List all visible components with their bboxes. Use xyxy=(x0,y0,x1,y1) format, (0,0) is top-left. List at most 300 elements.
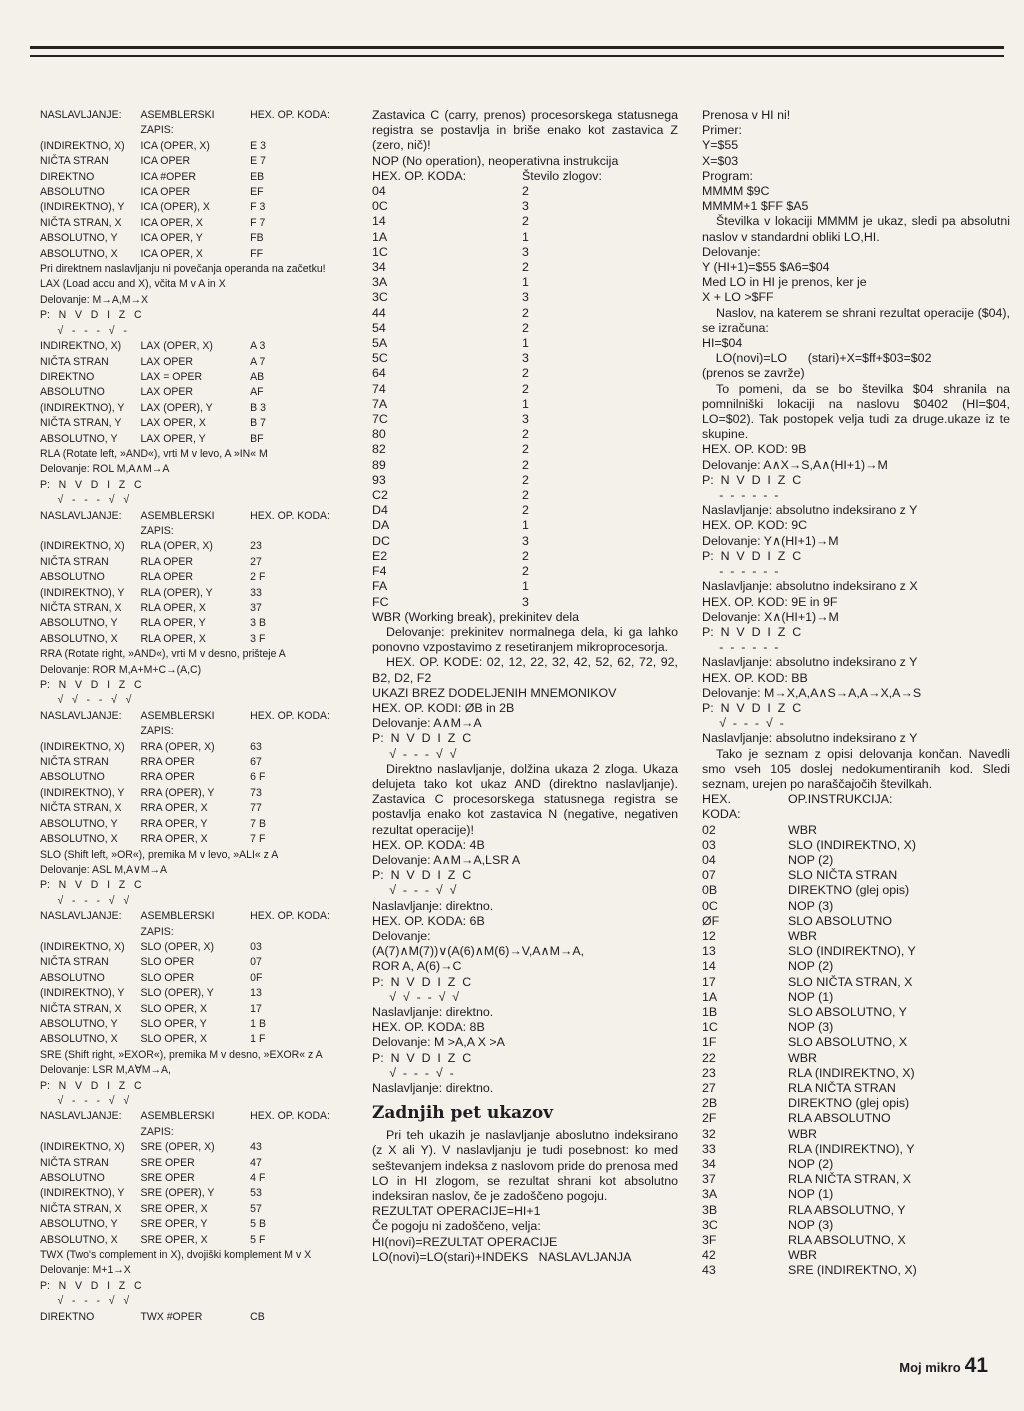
table-cell: ICA OPER, Y xyxy=(140,232,203,245)
text-line: Med LO in HI je prenos, ker je xyxy=(702,275,867,290)
text-line: Naslavljanje: absolutno indeksirano z Y xyxy=(702,503,918,518)
paragraph: HEX. OP. KODE: 02, 12, 22, 32, 42, 52, 62, 72, 92, B2, D2, F2 xyxy=(372,655,678,685)
text-line: UKAZI BREZ DODELJENIH MNEMONIKOV xyxy=(372,685,617,700)
text-line: NOP (No operation), neoperativna instrukcija xyxy=(372,153,619,168)
table-cell: LAX OPER xyxy=(140,355,193,368)
table-cell: AB xyxy=(250,370,265,383)
table-cell: ICA OPER xyxy=(140,186,191,199)
table-cell: 1A xyxy=(702,989,718,1004)
paragraph: Delovanje: prekinitev normalnega dela, ki ga lahko ponovno vzpostavimo z resetiranjem mikroprocesorja. xyxy=(372,624,678,655)
text-line: Naslavljanje: absolutno indeksirano z Y xyxy=(702,655,918,670)
table-cell: (INDIREKTNO), Y xyxy=(40,586,125,599)
text-line: P: N V D I Z C xyxy=(702,700,802,715)
text-line: - - - - - - xyxy=(702,640,779,655)
table-cell: 0B xyxy=(702,883,718,898)
text-line: P: N V D I Z C xyxy=(372,731,472,746)
text-line: Delovanje: A∧X→S,A∧(HI+1)→M xyxy=(702,457,888,472)
table-cell: ABSOLUTNO, X xyxy=(40,1233,118,1246)
table-cell: 33 xyxy=(250,586,262,599)
table-cell: 63 xyxy=(250,740,262,753)
table-cell: F 7 xyxy=(250,216,266,229)
text-line: P: N V D I Z C xyxy=(40,478,142,491)
table-cell: NOP (2) xyxy=(788,959,834,974)
text-line: √ - - - √ - xyxy=(702,716,784,731)
table-cell: E 3 xyxy=(250,139,266,152)
table-cell: DIREKTNO (glej opis) xyxy=(788,1096,910,1111)
table-cell: 17 xyxy=(702,974,716,989)
table-cell: 1 B xyxy=(250,1017,266,1030)
text-line: SRE (Shift right, »EXOR«), premika M v desno, »EXOR« z A xyxy=(40,1048,323,1061)
table-cell: NASLAVLJANJE: xyxy=(40,910,122,923)
column-3 xyxy=(702,108,1010,1279)
table-cell: 17 xyxy=(250,1002,262,1015)
table-cell: ABSOLUTNO, Y xyxy=(40,617,118,630)
text-line: RRA (Rotate right, »AND«), vrti M v desno, prišteje A xyxy=(40,648,286,661)
table-cell: 2 xyxy=(522,548,529,563)
table-cell: 3C xyxy=(702,1217,718,1232)
table-cell: 3C xyxy=(372,290,388,305)
table-cell: 2 xyxy=(522,381,529,396)
text-line: ROR A, A(6)→C xyxy=(372,959,462,974)
paragraph: Pri teh ukazih je naslavljanje aboslutno indeksirano (z X ali Y). V naslavljanju je tudi posebnost: ko med seštevanjem indeksa z naslovom pride do prenosa med LO in HI zlogom, se rezultat shrani kot absolutno indeksiran naslov, če je zadoščeno pogoju. xyxy=(372,1128,678,1204)
table-cell: 89 xyxy=(372,457,386,472)
table-cell: Število zlogov: xyxy=(522,168,602,183)
table-cell: SLO ABSOLUTNO, X xyxy=(788,1035,908,1050)
table-cell: SRE OPER xyxy=(140,1172,195,1185)
table-cell: ABSOLUTNO, Y xyxy=(40,232,118,245)
table-cell: NIČTA STRAN, X xyxy=(40,1002,122,1015)
table-cell: NOP (1) xyxy=(788,989,834,1004)
table-cell: NIČTA STRAN xyxy=(40,1156,109,1169)
table-cell: RRA OPER, X xyxy=(140,802,208,815)
table-cell: 3 xyxy=(522,351,529,366)
table-cell: 5 B xyxy=(250,1218,266,1231)
table-cell: 2 xyxy=(522,366,529,381)
table-cell: 3 xyxy=(522,412,529,427)
table-cell: 3 xyxy=(522,594,529,609)
table-cell: ABSOLUTNO, Y xyxy=(40,817,118,830)
table-cell: 1C xyxy=(372,244,388,259)
table-cell: ICA (OPER), X xyxy=(140,201,210,214)
table-cell: NASLAVLJANJE: xyxy=(40,509,122,522)
table-cell: NIČTA STRAN xyxy=(40,355,109,368)
table-cell: 37 xyxy=(702,1172,716,1187)
table-cell: 32 xyxy=(702,1126,716,1141)
table-cell: NOP (2) xyxy=(788,852,834,867)
table-cell: 1 xyxy=(522,518,529,533)
page-number: 41 xyxy=(964,1354,988,1377)
text-line: X=$03 xyxy=(702,153,739,168)
table-cell: ICA OPER, X xyxy=(140,247,203,260)
column-2 xyxy=(372,108,678,1265)
table-cell: ASEMBLERSKI ZAPIS: xyxy=(140,109,215,137)
table-cell: HEX. OP. KODA: xyxy=(250,509,330,522)
text-line: RLA (Rotate left, »AND«), vrti M v levo, A »IN« M xyxy=(40,447,268,460)
text-line: HI(novi)=REZULTAT OPERACIJE xyxy=(372,1234,558,1249)
table-cell: FF xyxy=(250,247,264,260)
text-line: Delovanje: M→A,M→X xyxy=(40,293,149,306)
table-cell: SLO (INDIREKTNO, X) xyxy=(788,837,917,852)
table-cell: FA xyxy=(372,579,388,594)
opcode-table xyxy=(40,1310,330,1325)
text-line: √ - - - √ - xyxy=(40,324,127,337)
table-cell: RRA (OPER), Y xyxy=(140,786,215,799)
table-cell: ABSOLUTNO xyxy=(40,771,105,784)
table-cell: SLO NIČTA STRAN xyxy=(788,868,898,883)
table-cell: RRA OPER, Y xyxy=(140,817,208,830)
table-cell: 1 xyxy=(522,275,529,290)
table-cell: 5C xyxy=(372,351,388,366)
table-cell: 07 xyxy=(702,868,716,883)
text-line: - - - - - - xyxy=(702,488,779,503)
table-cell: LAX OPER, X xyxy=(140,417,206,430)
table-cell: BF xyxy=(250,432,264,445)
text-line: Če pogoju ni zadoščeno, velja: xyxy=(372,1219,541,1234)
text-line: Prenosa v HI ni! xyxy=(702,108,791,122)
text-line: HEX. OP. KOD: 9C xyxy=(702,518,808,533)
text-line: √ - - - √ √ xyxy=(40,894,130,907)
table-cell: SRE (INDIREKTNO, X) xyxy=(788,1263,917,1278)
table-cell: 4 F xyxy=(250,1172,266,1185)
text-line: Naslavljanje: direktno. xyxy=(372,1081,494,1095)
opcode-table xyxy=(40,108,330,262)
table-cell: 44 xyxy=(372,305,386,320)
table-cell: 14 xyxy=(372,214,386,229)
text-line: √ √ - - √ √ xyxy=(372,989,460,1004)
table-cell: NASLAVLJANJE: xyxy=(40,109,122,121)
text-line: MMMM+1 $FF $A5 xyxy=(702,199,809,214)
text-line: Delovanje: X∧(HI+1)→M xyxy=(702,609,839,624)
magazine-name: Moj mikro xyxy=(899,1360,961,1375)
table-cell: 2 xyxy=(522,564,529,579)
table-cell: NIČTA STRAN xyxy=(40,155,109,168)
table-cell: 3A xyxy=(372,275,388,290)
table-cell: SRE OPER, X xyxy=(140,1233,208,1246)
text-line: TWX (Two's complement in X), dvojiški komplement M v X xyxy=(40,1249,312,1262)
table-cell: ABSOLUTNO xyxy=(40,1172,105,1185)
paragraph: Pri direktnem naslavljanju ni povečanja operanda na začetku! xyxy=(40,263,326,276)
table-cell: DIREKTNO xyxy=(40,170,95,183)
text-line: MMMM $9C xyxy=(702,184,770,199)
table-cell: NIČTA STRAN, X xyxy=(40,602,122,614)
table-cell: LAX OPER xyxy=(140,386,193,399)
table-cell: 2 xyxy=(522,442,529,457)
table-cell: 7A xyxy=(372,396,388,411)
table-cell: RRA (OPER, X) xyxy=(140,740,215,753)
table-cell: NOP (2) xyxy=(788,1157,834,1172)
table-cell: ABSOLUTNO xyxy=(40,571,105,584)
table-cell: 02 xyxy=(702,822,716,837)
table-cell: HEX. OP. KODA: xyxy=(250,910,330,923)
table-cell: (INDIREKTNO, X) xyxy=(40,940,125,953)
opcode-table xyxy=(40,509,330,648)
table-cell: 0C xyxy=(702,898,718,913)
table-cell: 2 xyxy=(522,214,529,229)
table-cell: 3B xyxy=(702,1202,718,1217)
text-line: Delovanje: xyxy=(372,928,431,943)
table-cell: 34 xyxy=(702,1157,716,1172)
table-cell: 3 xyxy=(522,533,529,548)
table-cell: 1 xyxy=(522,229,529,244)
table-cell: 2F xyxy=(702,1111,717,1126)
table-cell: RLA NIČTA STRAN xyxy=(788,1081,896,1095)
text-line: Delovanje: ASL M,A∨M→A xyxy=(40,863,168,876)
text-line: HEX. OP. KODA: 8B xyxy=(372,1020,485,1035)
table-cell: AF xyxy=(250,386,264,399)
table-cell: RLA OPER, X xyxy=(140,602,206,614)
text-line: Delovanje: A∧M→A,LSR A xyxy=(372,852,521,867)
opcode-table xyxy=(40,909,330,1048)
table-cell: ASEMBLERSKI ZAPIS: xyxy=(140,910,215,938)
table-cell: (INDIREKTNO), Y xyxy=(40,1187,125,1200)
table-cell: RLA ABSOLUTNO, X xyxy=(788,1233,906,1248)
table-cell: 22 xyxy=(702,1050,716,1065)
table-cell: ICA OPER xyxy=(140,155,191,168)
table-cell: 14 xyxy=(702,959,716,974)
table-cell: ABSOLUTNO, Y xyxy=(40,1218,118,1231)
table-cell: WBR xyxy=(788,928,817,943)
text-line: HEX. OP. KOD: 9B xyxy=(702,442,807,457)
table-cell: LAX (OPER, X) xyxy=(140,340,213,353)
text-line: Delovanje: M >A,A X >A xyxy=(372,1035,505,1050)
table-cell: RLA (INDIREKTNO), Y xyxy=(788,1141,915,1156)
table-cell: RLA OPER, X xyxy=(140,632,206,645)
table-cell: WBR xyxy=(788,822,817,837)
page-footer xyxy=(899,1354,988,1378)
table-cell: (INDIREKTNO), Y xyxy=(40,987,125,1000)
table-cell: 3 xyxy=(522,290,529,305)
table-cell: 54 xyxy=(372,320,386,335)
table-cell: FB xyxy=(250,232,264,245)
table-cell: 43 xyxy=(250,1141,262,1154)
table-cell: SLO OPER xyxy=(140,971,195,984)
table-cell: 2 xyxy=(522,488,529,503)
text-line: LO(novi)=LO(stari)+INDEKS NASLAVLJANJA xyxy=(372,1249,632,1264)
text-line: P: N V D I Z C xyxy=(40,879,142,892)
table-cell: 1 xyxy=(522,396,529,411)
table-cell: 2 xyxy=(522,503,529,518)
table-cell: HEX. OP. KODA: xyxy=(250,109,330,121)
table-cell: NIČTA STRAN xyxy=(40,756,109,769)
table-cell: SLO NIČTA STRAN, X xyxy=(788,974,913,989)
table-cell: 5A xyxy=(372,336,388,351)
table-cell: ABSOLUTNO, Y xyxy=(40,1017,118,1030)
table-cell: ABSOLUTNO, X xyxy=(40,247,118,260)
text-line: Delovanje: ROR M,A+M+C→(A,C) xyxy=(40,663,202,676)
table-cell: (INDIREKTNO, X) xyxy=(40,540,125,553)
table-cell: ASEMBLERSKI ZAPIS: xyxy=(140,509,215,537)
table-cell: 7 B xyxy=(250,817,266,830)
text-line: Delovanje: ROL M,A∧M→A xyxy=(40,463,170,476)
table-cell: D4 xyxy=(372,503,388,518)
table-cell: (INDIREKTNO, X) xyxy=(40,740,125,753)
table-cell: 2 xyxy=(522,320,529,335)
table-cell: 67 xyxy=(250,756,262,769)
table-cell: SLO OPER, Y xyxy=(140,1017,207,1030)
table-cell: 04 xyxy=(372,184,386,199)
table-cell: 2B xyxy=(702,1096,718,1111)
text-line: WBR (Working break), prekinitev dela xyxy=(372,609,580,624)
table-cell: CB xyxy=(250,1310,265,1323)
text-line: (A(7)∧M(7))∨(A(6)∧M(6)→V,A∧M→A, xyxy=(372,944,585,959)
table-cell: 7 F xyxy=(250,833,266,846)
table-cell: NIČTA STRAN, Y xyxy=(40,417,122,430)
table-cell: SRE OPER, Y xyxy=(140,1218,208,1231)
table-cell: SRE (OPER), Y xyxy=(140,1187,215,1200)
paragraph: Številka v lokaciji MMMM je ukaz, sledi pa absolutni naslov v standardni obliki LO,HI. xyxy=(702,214,1010,244)
table-cell: 33 xyxy=(702,1141,716,1156)
table-cell: RLA (OPER), Y xyxy=(140,586,213,599)
table-cell: 2 xyxy=(522,305,529,320)
table-cell: HEX. OP. KODA: xyxy=(372,168,467,183)
table-cell: (INDIREKTNO, X) xyxy=(40,1141,125,1154)
paragraph: Tako je seznam z opisi delovanja končan. Navedli smo vseh 105 doslej nedokumentiranih kod. Sledi seznam, urejen po naraščajočih številkah. xyxy=(702,746,1010,791)
text-line: HEX. OP. KOD: 9E in 9F xyxy=(702,594,838,609)
table-cell: RLA (INDIREKTNO, X) xyxy=(788,1065,915,1080)
table-cell: WBR xyxy=(788,1248,817,1263)
table-cell: 03 xyxy=(702,837,716,852)
text-line: √ - - - √ √ xyxy=(372,883,457,898)
text-line: Naslavljanje: absolutno indeksirano z Y xyxy=(702,731,918,746)
text-line: √ - - - √ √ xyxy=(40,1295,130,1308)
table-cell: ABSOLUTNO, X xyxy=(40,1033,118,1046)
table-cell: SRE (OPER, X) xyxy=(140,1141,215,1154)
table-cell: 3A xyxy=(702,1187,718,1202)
text-line: HEX. OP. KODA: 4B xyxy=(372,837,485,852)
table-cell: EF xyxy=(250,186,264,199)
table-cell: SLO ABSOLUTNO, Y xyxy=(788,1004,907,1019)
table-cell: SLO ABSOLUTNO xyxy=(788,913,892,928)
text-line: Delovanje: M→X,A,A∧S→A,A→X,A→S xyxy=(702,685,922,700)
table-cell: HEX. KODA: xyxy=(702,792,741,822)
table-cell: NIČTA STRAN xyxy=(40,956,109,969)
table-cell: 13 xyxy=(250,987,262,1000)
table-cell: B 3 xyxy=(250,401,266,414)
table-cell: ASEMBLERSKI ZAPIS: xyxy=(140,709,215,738)
opcode-table xyxy=(40,709,330,848)
table-cell: RLA OPER, Y xyxy=(140,617,206,630)
table-cell: 42 xyxy=(702,1248,716,1263)
table-cell: ICA #OPER xyxy=(140,170,196,183)
table-cell: NOP (1) xyxy=(788,1187,834,1202)
text-line: P: N V D I Z C xyxy=(40,1079,142,1092)
table-cell: 1B xyxy=(702,1004,718,1019)
paragraph: Naslov, na katerem se shrani rezultat operacije ($04), se izračuna: xyxy=(702,305,1010,335)
text-line: REZULTAT OPERACIJE=HI+1 xyxy=(372,1204,541,1219)
table-cell: WBR xyxy=(788,1050,817,1065)
table-cell: 23 xyxy=(250,540,262,553)
section-heading: Zadnjih pet ukazov xyxy=(372,1103,554,1124)
text-line: √ - - - √ - xyxy=(372,1065,454,1080)
table-cell: E 7 xyxy=(250,155,266,168)
table-cell: ABSOLUTNO, Y xyxy=(40,432,118,445)
text-line: HEX. OP. KODI: ØB in 2B xyxy=(372,700,515,715)
table-cell: 5 F xyxy=(250,1233,266,1246)
table-cell: SLO (OPER), Y xyxy=(140,987,214,1000)
table-cell: 64 xyxy=(372,366,386,381)
table-cell: 57 xyxy=(250,1202,262,1215)
opcode-table xyxy=(40,339,330,447)
table-cell: ABSOLUTNO, X xyxy=(40,833,118,846)
text-line: P: N V D I Z C xyxy=(40,309,142,322)
table-cell: 47 xyxy=(250,1156,262,1169)
text-line: LO(novi)=LO (stari)+X=$ff+$03=$02 xyxy=(702,351,932,366)
table-cell: SLO OPER, X xyxy=(140,1033,208,1046)
table-cell: 37 xyxy=(250,602,262,614)
text-line: Delovanje: A∧M→A xyxy=(372,716,482,731)
table-cell: 77 xyxy=(250,802,262,815)
table-cell: B 7 xyxy=(250,417,266,430)
table-cell: C2 xyxy=(372,488,388,503)
table-cell: 1F xyxy=(702,1035,717,1050)
table-cell: 27 xyxy=(702,1081,716,1095)
table-cell: 2 xyxy=(522,427,529,442)
table-cell: A 7 xyxy=(250,355,266,368)
table-cell: 2 xyxy=(522,184,529,199)
text-line: HEX. OP. KOD: BB xyxy=(702,670,808,685)
text-line: Delovanje: Y∧(HI+1)→M xyxy=(702,533,839,548)
table-cell: DIREKTNO xyxy=(40,370,95,383)
table-cell: SLO (INDIREKTNO), Y xyxy=(788,944,916,959)
text-line: P: N V D I Z C xyxy=(372,868,472,883)
table-cell: 1 xyxy=(522,336,529,351)
table-cell: 3 B xyxy=(250,617,266,630)
paragraph: Direktno naslavljanje, dolžina ukaza 2 zloga. Ukaza delujeta tako kot ukaz AND (direktno naslavljanje). Zastavica C procesorskega statusnega registra se postavlja enako kot zastavica N (negative, negativen rezultat operacije)! xyxy=(372,761,678,837)
table-cell: F4 xyxy=(372,564,387,579)
opcode-table xyxy=(372,169,678,610)
table-cell: HEX. OP. KODA: xyxy=(250,1110,330,1123)
table-cell: 3 xyxy=(522,244,529,259)
table-cell: 1 xyxy=(522,579,529,594)
text-line: Program: xyxy=(702,168,753,183)
table-cell: 0C xyxy=(372,199,388,214)
table-cell: SLO OPER, X xyxy=(140,1002,208,1015)
text-line: HEX. OP. KODA: 6B xyxy=(372,913,485,928)
table-cell: DIREKTNO (glej opis) xyxy=(788,883,910,898)
paragraph: Zastavica C (carry, prenos) procesorskega statusnega registra se postavlja in briše enako kot zastavica Z (zero, nič)! xyxy=(372,108,678,153)
text-line: P: N V D I Z C xyxy=(702,472,802,487)
table-cell: LAX = OPER xyxy=(140,370,203,383)
table-cell: 43 xyxy=(702,1263,716,1278)
text-line: P: N V D I Z C xyxy=(702,548,802,563)
text-line: Y=$55 xyxy=(702,138,739,153)
table-cell: ICA OPER, X xyxy=(140,216,203,229)
text-line: Delovanje: xyxy=(702,244,761,259)
table-cell: SLO (OPER, X) xyxy=(140,940,215,953)
table-cell: 1A xyxy=(372,229,388,244)
table-cell: NIČTA STRAN, X xyxy=(40,216,122,229)
table-cell: A 3 xyxy=(250,340,266,353)
top-rule xyxy=(30,46,1004,49)
table-cell: NASLAVLJANJE: xyxy=(40,1110,122,1123)
table-cell: 04 xyxy=(702,852,716,867)
table-cell: ABSOLUTNO, X xyxy=(40,632,118,645)
table-cell: 13 xyxy=(702,944,716,959)
table-cell: (INDIREKTNO), Y xyxy=(40,401,125,414)
table-cell: 2 xyxy=(522,260,529,275)
table-cell: TWX #OPER xyxy=(140,1310,203,1323)
table-cell: RRA OPER, X xyxy=(140,833,208,846)
table-cell: RLA (OPER, X) xyxy=(140,540,213,553)
table-cell: 34 xyxy=(372,260,386,275)
table-cell: DIREKTNO xyxy=(40,1310,95,1323)
text-line: X + LO >$FF xyxy=(702,290,774,305)
table-cell: 74 xyxy=(372,381,386,396)
table-cell: 2 F xyxy=(250,571,266,584)
text-line: LAX (Load accu and X), včita M v A in X xyxy=(40,278,226,291)
table-cell: NIČTA STRAN xyxy=(40,555,109,568)
table-cell: ASEMBLERSKI ZAPIS: xyxy=(140,1110,215,1138)
